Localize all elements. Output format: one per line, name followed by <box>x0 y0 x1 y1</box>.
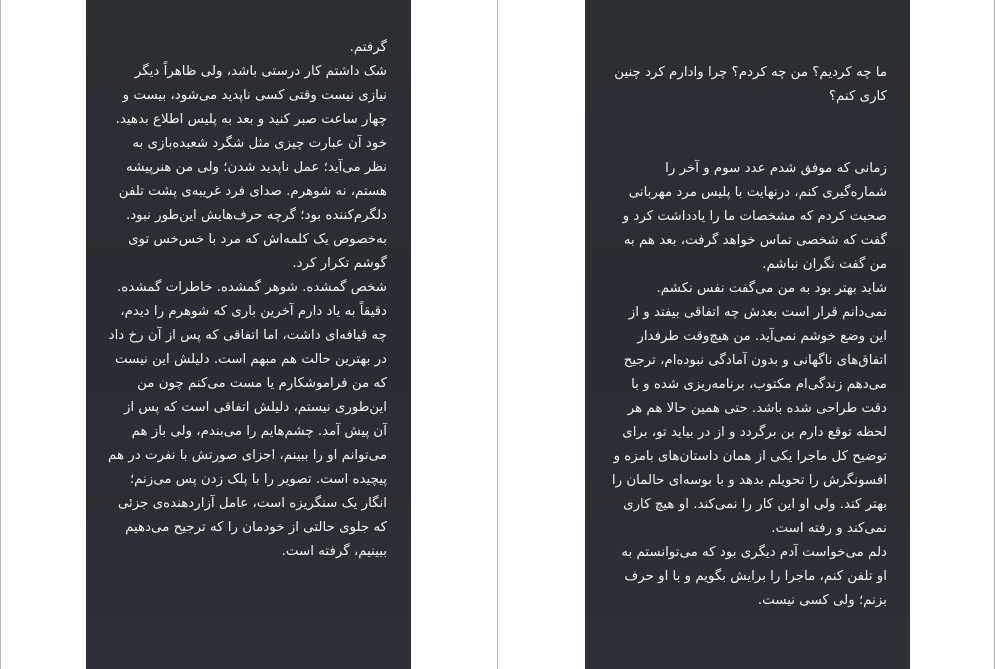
paragraph: شک داشتم کار درستی باشد، ولی ظاهراً دیگر نیازی نیست وقتی کسی ناپدید می‌شود، بیست و چهار ساعت صبر کنید و بعد به پلیس اطلاع بدهید. خود آن عبارت چیزی مثل شگرد شعبده‌بازی به نظر می‌آید؛ عمل ناپدید شدن؛ ولی من هنرپیشه هستم، نه شوهرم. صدای فرد غریبه‌ی پشت تلفن دلگرم‌کننده بود؛ گرچه حرف‌هایش این‌طور نبود. به‌خصوص یک کلمه‌اش که مرد با خس‌خس توی گوشم تکرار کرد. <box>115 64 387 271</box>
section-gap <box>611 109 887 157</box>
paragraph: شاید بهتر بود به من می‌گفت نفس نکشم. نمی‌دانم قرار است بعدش چه اتفاقی بیفتد و از این وضع خوشم نمی‌آید. من هیچ‌وقت طرفدار اتفاق‌های ناگهانی و بدون آمادگی نبوده‌ام، ترجیح می‌دهم زندگی‌ام مکتوب، برنامه‌ریزی شده و با دقت طراحی شده باشد. حتی همین حالا هم هر لحظه توقع دارم بن برگردد و از در بیاید تو، برای توضیح کل ماجرا یکی از همان داستان‌های بامزه و افسونگرش را تحویلم بدهد و با بوسه‌ای حالمان را بهتر کند. ولی او این کار را نمی‌کند. او هیچ کاری نمی‌کند و رفته است. <box>611 281 887 536</box>
center-gutter <box>497 0 498 669</box>
paragraph: دلم می‌خواست آدم دیگری بود که می‌توانستم به او تلفن کنم، ماجرا را برایش بگویم و با او حرف بزنم؛ ولی کسی نیست. <box>621 545 887 608</box>
paragraph: ما چه کردیم؟ من چه کردم؟ چرا وادارم کرد چنین کاری کنم؟ <box>614 65 887 104</box>
paragraph: گرفتم. <box>349 40 387 55</box>
right-page-edge <box>994 0 995 669</box>
paragraph: زمانی که موفق شدم عدد سوم و آخر را شماره‌گیری کنم، درنهایت با پلیس مرد مهربانی صحبت کردم که مشخصات ما را یادداشت کرد و گفت که شخصی تماس خواهد گرفت، بعد هم به من گفت نگران نباشم. <box>622 161 887 272</box>
paragraph: شخص گمشده. شوهر گمشده. خاطرات گمشده. <box>117 280 387 295</box>
right-page-text <box>611 61 887 613</box>
paragraph: دقیقاً به یاد دارم آخرین باری که شوهرم را دیدم، چه قیافه‌ای داشت، اما اتفاقی که پس از آن رخ داد در بهترین حالت هم مبهم است. دلیلش این نیست که من فراموشکارم یا مست می‌کنم چون من این‌طوری نیستم، دلیلش اتفاقی است که پس از آن پیش آمد. چشم‌هایم را می‌بندم، ولی باز هم می‌توانم او را ببینم، اجزای صورتش با نفرت در هم پیچیده است. تصویر را با پلک زدن پس می‌زنم؛ انگار یک سنگریزه است، عامل آزاردهنده‌ی جزئی که جلوی حالتی از خودمان را که ترجیح می‌دهیم ببینیم، گرفته است. <box>108 304 387 559</box>
right-page <box>585 0 910 669</box>
left-page-edge <box>0 0 1 669</box>
left-page-text <box>108 36 387 564</box>
left-page <box>86 0 411 669</box>
